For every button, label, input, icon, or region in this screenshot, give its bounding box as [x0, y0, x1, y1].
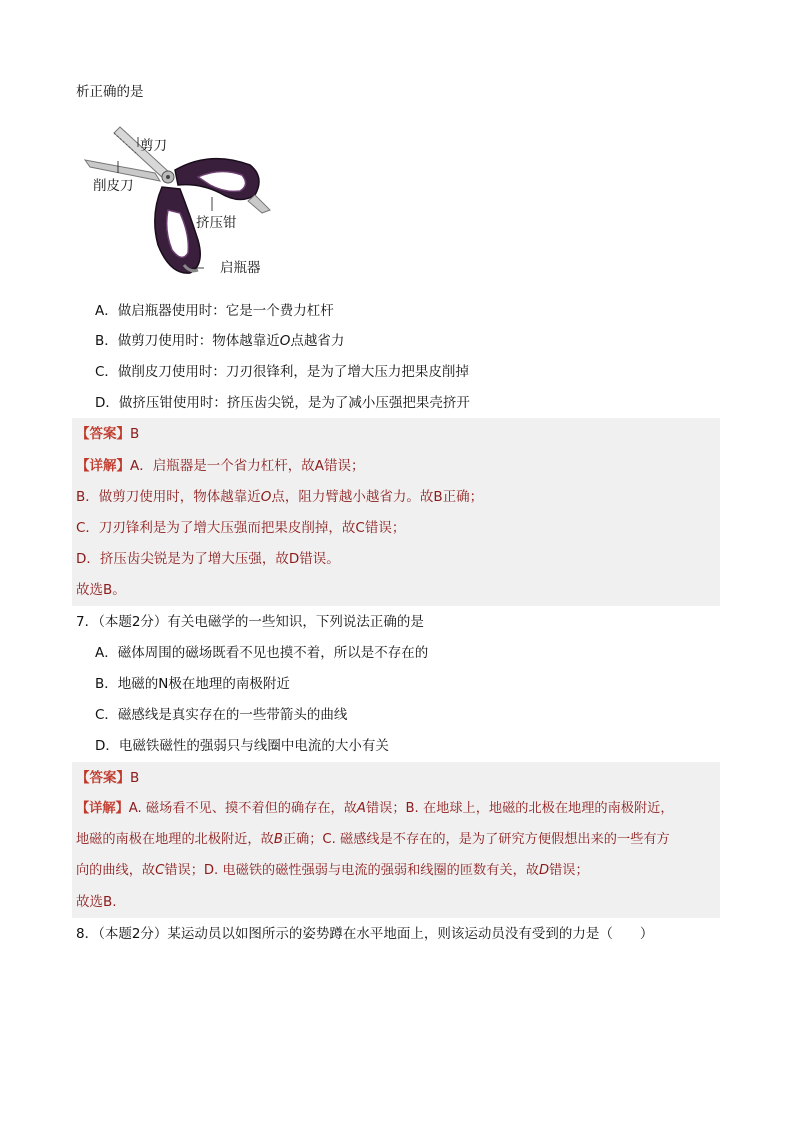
- q6-detail-b: B．做剪刀使用时，物体越靠近O点，阻力臂越小越省力。故B正确；: [76, 489, 484, 505]
- q8-stem: 8．（本题2分）某运动员以如图所示的姿势蹲在水平地面上，则该运动员没有受到的力是（ ）: [76, 926, 654, 942]
- question-6-stem-tail: 析正确的是: [76, 84, 144, 100]
- q7-option-c: C．磁感线是真实存在的一些带箭头的曲线: [95, 707, 348, 723]
- q7-option-b: B．地磁的N极在地理的南极附近: [95, 676, 290, 692]
- q6-detail-c: C．刀刃锋利是为了增大压强而把果皮削掉，故C错误；: [76, 520, 406, 536]
- q6-option-d: D．做挤压钳使用时：挤压齿尖锐，是为了减小压强把果壳挤开: [95, 395, 470, 411]
- q6-option-b: B．做剪刀使用时：物体越靠近O点越省力: [95, 333, 345, 349]
- q6-answer-block: [72, 418, 720, 606]
- q6-option-c: C．做削皮刀使用时：刀刃很锋利，是为了增大压力把果皮削掉: [95, 364, 469, 380]
- q6-answer: 【答案】B: [76, 426, 140, 442]
- scissors-figure: [80, 115, 280, 285]
- q7-answer: 【答案】B: [76, 770, 140, 786]
- q7-detail-line-3: 向的曲线，故C错误；D. 电磁铁的磁性强弱与电流的强弱和线圈的匝数有关，故D错误；: [76, 863, 589, 878]
- q7-option-d: D．电磁铁磁性的强弱只与线圈中电流的大小有关: [95, 738, 389, 754]
- nutcracker-label: 挤压钳: [196, 215, 237, 231]
- q7-stem: 7．（本题2分）有关电磁学的一些知识，下列说法正确的是: [76, 614, 424, 630]
- opener-label: 启瓶器: [220, 260, 261, 276]
- q6-detail-a: 【详解】A．启瓶器是一个省力杠杆，故A错误；: [76, 458, 365, 474]
- q7-option-a: A．磁体周围的磁场既看不见也摸不着，所以是不存在的: [95, 645, 429, 661]
- q6-choose: 故选B。: [76, 582, 126, 598]
- peeler-label: 削皮刀: [93, 178, 134, 194]
- q6-detail-d: D．挤压齿尖锐是为了增大压强，故D错误。: [76, 551, 340, 567]
- q7-detail-line-2: 地磁的南极在地理的北极附近，故B正确；C. 磁感线是不存在的，是为了研究方便假想出来的一些有方: [76, 832, 670, 847]
- scissors-label: 剪刀: [140, 138, 167, 154]
- q7-detail-line-1: 【详解】A. 磁场看不见、摸不着但的确存在，故A错误；B. 在地球上，地磁的北极在地理的南极附近，: [76, 801, 674, 816]
- q7-choose: 故选B.: [76, 894, 117, 910]
- q6-option-a: A．做启瓶器使用时：它是一个费力杠杆: [95, 303, 334, 319]
